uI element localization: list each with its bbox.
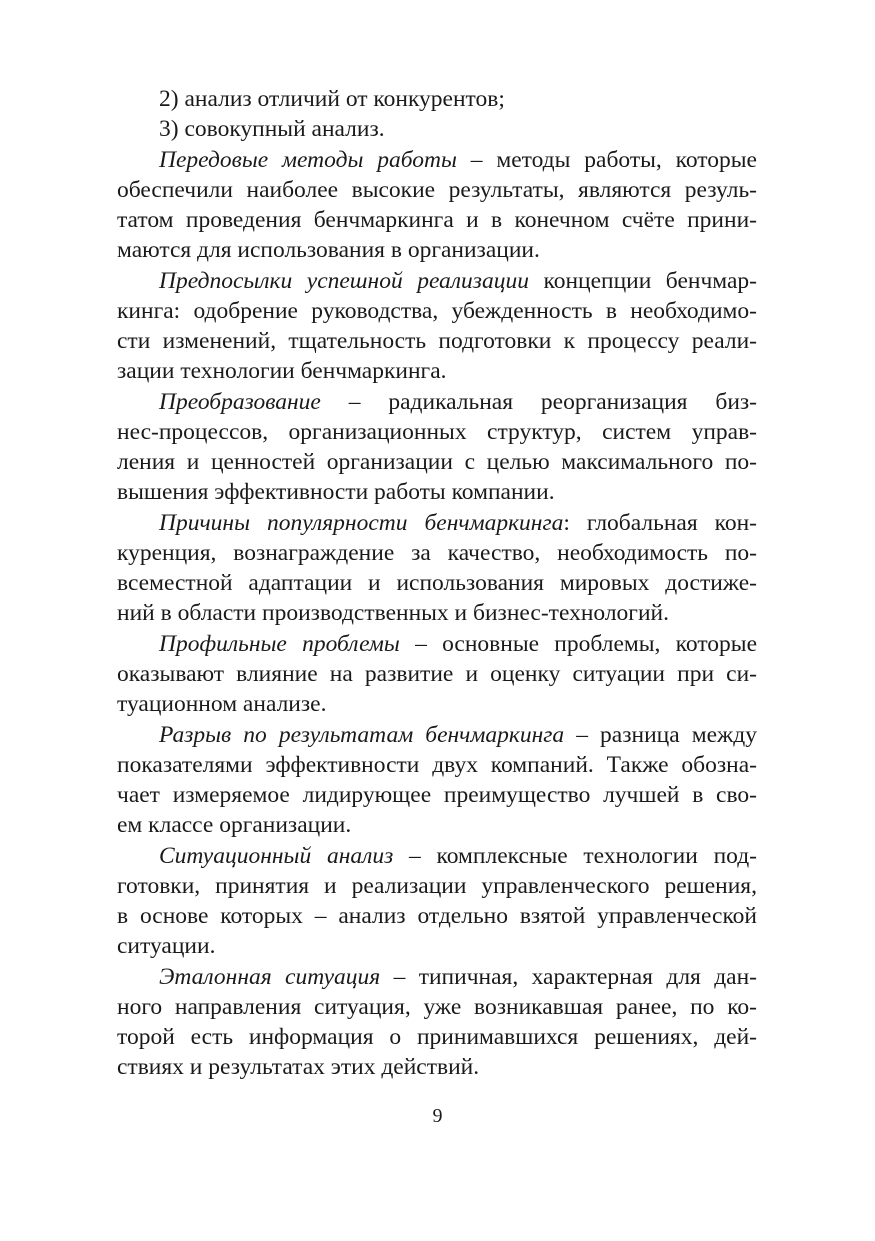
page-number: 9: [432, 1105, 443, 1127]
paragraph-line: кинга: одобрение руководства, убежденность в необходимо-: [117, 298, 757, 324]
paragraph-line: готовки, принятия и реализации управленческого решения,: [117, 873, 757, 899]
paragraph-line: маются для использования в организации.: [117, 237, 540, 263]
paragraph-first-line: [117, 145, 757, 175]
definition-text: – методы работы, которые: [456, 147, 757, 173]
paragraph-line: татом проведения бенчмаркинга и в конечном счёте прини-: [117, 207, 757, 233]
glossary-paragraph: [117, 145, 757, 265]
paragraph-line: показателями эффективности двух компаний. Также обозна-: [117, 752, 757, 778]
paragraph-first-line: [117, 962, 757, 992]
page-body: [117, 84, 757, 1082]
glossary-paragraph: [117, 387, 757, 507]
definition-text: : глобальная кон-: [563, 510, 757, 536]
definition-text: – радикальная реорганизация биз-: [320, 389, 757, 415]
paragraph-line: в основе которых – анализ отдельно взятой управленческой: [117, 903, 757, 929]
definition-text: – основные проблемы, которые: [399, 631, 758, 657]
paragraph-line: ствиях и результатах этих действий.: [117, 1054, 480, 1080]
paragraph-line: чает измеряемое лидирующее преимущество лучшей в сво-: [117, 782, 757, 808]
definition-text: – типичная, характерная для дан-: [380, 964, 758, 990]
glossary-paragraph: [117, 508, 757, 628]
paragraph-line: нес-процессов, организационных структур, систем управ-: [117, 419, 757, 445]
list-item: 2) анализ отличий от конкурентов;: [159, 86, 505, 112]
glossary-term: Эталонная ситуация: [159, 964, 381, 990]
paragraph-first-line: [117, 841, 757, 871]
paragraph-first-line: [117, 387, 757, 417]
paragraph-line: сти изменений, тщательность подготовки к процессу реали-: [117, 328, 757, 354]
definition-text: – разница между: [564, 722, 757, 748]
glossary-paragraph: [117, 720, 757, 840]
paragraph-first-line: [117, 629, 757, 659]
paragraph-first-line: [117, 508, 757, 538]
paragraph-line: всеместной адаптации и использования мировых достиже-: [117, 570, 757, 596]
glossary-term: Профильные проблемы: [159, 631, 400, 657]
glossary-term: Предпосылки успешной реализации: [159, 268, 529, 294]
glossary-paragraph: [117, 266, 757, 386]
paragraph-first-line: [117, 720, 757, 750]
paragraph-first-line: [117, 266, 757, 296]
glossary-entries: [117, 145, 757, 1082]
glossary-term: Передовые методы работы: [159, 147, 457, 173]
paragraph-line: вышения эффективности работы компании.: [117, 479, 555, 505]
paragraph-line: ления и ценностей организации с целью максимального по-: [117, 449, 757, 475]
definition-text: – комплексные технологии под-: [393, 843, 758, 869]
list-item: 3) совокупный анализ.: [159, 116, 385, 142]
glossary-term: Причины популярности бенчмаркинга: [159, 510, 564, 536]
glossary-term: Преобразование: [159, 389, 321, 415]
paragraph-line: оказывают влияние на развитие и оценку ситуации при си-: [117, 661, 757, 687]
paragraph-line: зации технологии бенчмаркинга.: [117, 358, 447, 384]
paragraph-line: обеспечили наиболее высокие результаты, являются резуль-: [117, 177, 757, 203]
glossary-term: Ситуационный анализ: [159, 843, 394, 869]
paragraph-line: ний в области производственных и бизнес-технологий.: [117, 600, 669, 626]
paragraph-line: торой есть информация о принимавшихся решениях, дей-: [117, 1024, 757, 1050]
paragraph-line: туационном анализе.: [117, 691, 327, 717]
paragraph-line: ситуации.: [117, 933, 216, 959]
glossary-paragraph: [117, 841, 757, 961]
glossary-paragraph: [117, 629, 757, 719]
paragraph-line: куренция, вознаграждение за качество, необходимость по-: [117, 540, 757, 566]
paragraph-line: ем классе организации.: [117, 812, 352, 838]
glossary-term: Разрыв по результатам бенчмаркинга: [159, 722, 565, 748]
definition-text: концепции бенчмар-: [528, 268, 757, 294]
glossary-paragraph: [117, 962, 757, 1082]
paragraph-line: ного направления ситуация, уже возникавшая ранее, по ко-: [117, 994, 757, 1020]
